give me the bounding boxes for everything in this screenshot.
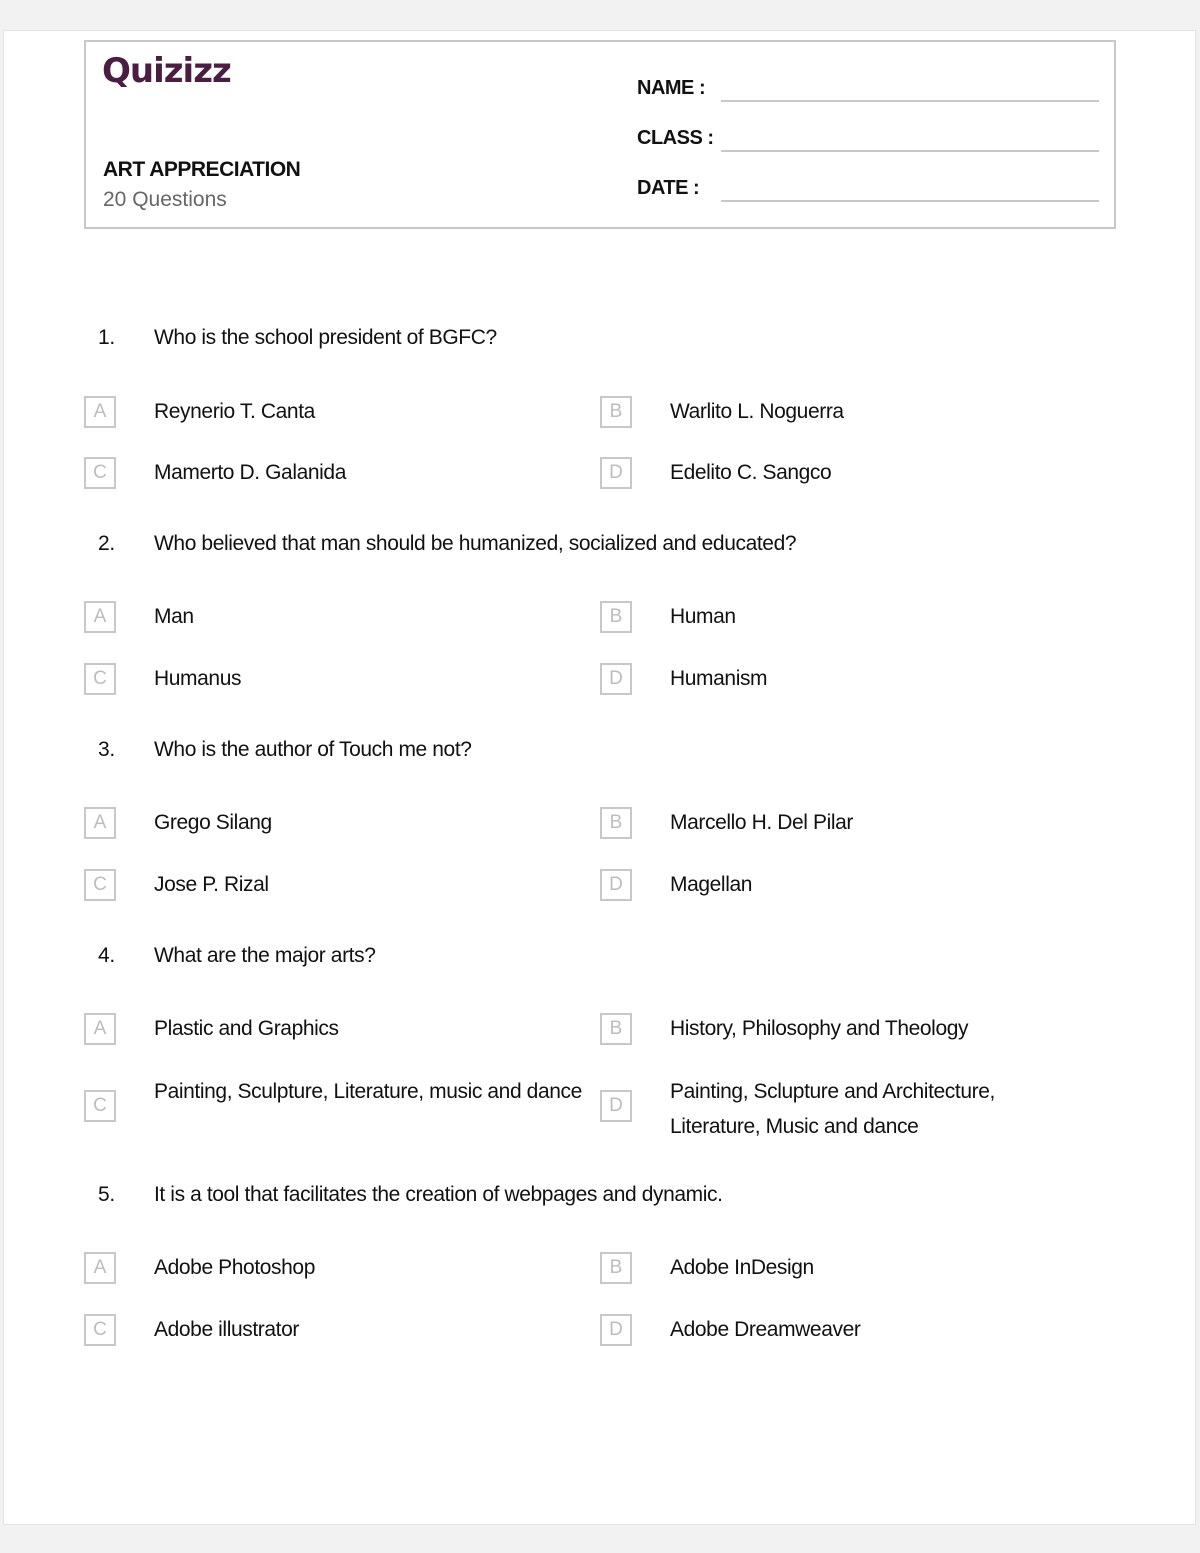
option-text: Plastic and Graphics [154, 1017, 339, 1040]
option-text: Magellan [670, 873, 753, 896]
option-letter-box: B [600, 807, 632, 839]
option-letter-box: D [600, 869, 632, 901]
option-letter-box: D [600, 1090, 632, 1122]
option-letter-box: A [84, 396, 116, 428]
worksheet-page [3, 30, 1196, 1525]
question-text: What are the major arts? [154, 944, 376, 967]
option-letter-box: C [84, 457, 116, 489]
option-letter-box: A [84, 1252, 116, 1284]
option-text: History, Philosophy and Theology [670, 1017, 969, 1040]
name-field[interactable] [637, 72, 1099, 102]
option-text: Marcello H. Del Pilar [670, 811, 853, 834]
date-line[interactable] [721, 200, 1099, 202]
option-letter-box: B [600, 1013, 632, 1045]
question-text: Who believed that man should be humanized, socialized and educated? [154, 532, 797, 555]
question-text: It is a tool that facilitates the creation of webpages and dynamic. [154, 1183, 723, 1206]
question-count: 20 Questions [103, 188, 227, 211]
option-letter-box: C [84, 869, 116, 901]
quiz-title: ART APPRECIATION [103, 158, 301, 181]
class-label: CLASS : [637, 127, 714, 149]
option-text: Adobe InDesign [670, 1256, 814, 1279]
option-letter-box: C [84, 1314, 116, 1346]
option-text: Reynerio T. Canta [154, 400, 315, 423]
question-text: Who is the author of Touch me not? [154, 738, 472, 761]
option-text: Grego Silang [154, 811, 272, 834]
question-number: 3. [98, 738, 115, 761]
quizizz-logo: Quizizz [102, 51, 231, 91]
option-text: Man [154, 605, 194, 628]
name-line[interactable] [721, 100, 1099, 102]
class-line[interactable] [721, 150, 1099, 152]
option-letter-box: C [84, 663, 116, 695]
option-text: Jose P. Rizal [154, 873, 269, 896]
option-letter-box: C [84, 1090, 116, 1122]
option-text: Humanism [670, 667, 768, 690]
option-letter-box: B [600, 601, 632, 633]
option-letter-box: B [600, 396, 632, 428]
option-letter-box: D [600, 663, 632, 695]
option-text: Edelito C. Sangco [670, 461, 832, 484]
question-number: 4. [98, 944, 115, 967]
option-text: Painting, Sclupture and Architecture, Literature, Music and dance [670, 1080, 995, 1138]
option-letter-box: D [600, 1314, 632, 1346]
question-number: 5. [98, 1183, 115, 1206]
worksheet-header [84, 40, 1116, 229]
question-number: 2. [98, 532, 115, 555]
date-label: DATE : [637, 177, 700, 199]
option-text: Painting, Sculpture, Literature, music and dance [154, 1080, 582, 1103]
option-text: Humanus [154, 667, 242, 690]
question-number: 1. [98, 326, 115, 349]
option-text: Adobe Dreamweaver [670, 1318, 861, 1341]
option-letter-box: A [84, 601, 116, 633]
option-text: Mamerto D. Galanida [154, 461, 346, 484]
option-letter-box: D [600, 457, 632, 489]
option-letter-box: A [84, 807, 116, 839]
option-letter-box: A [84, 1013, 116, 1045]
option-text: Warlito L. Noguerra [670, 400, 844, 423]
option-letter-box: B [600, 1252, 632, 1284]
date-field[interactable] [637, 172, 1099, 202]
option-text: Adobe Photoshop [154, 1256, 315, 1279]
question-text: Who is the school president of BGFC? [154, 326, 497, 349]
option-text: Adobe illustrator [154, 1318, 299, 1341]
option-text: Human [670, 605, 736, 628]
name-label: NAME : [637, 77, 706, 99]
class-field[interactable] [637, 122, 1099, 152]
